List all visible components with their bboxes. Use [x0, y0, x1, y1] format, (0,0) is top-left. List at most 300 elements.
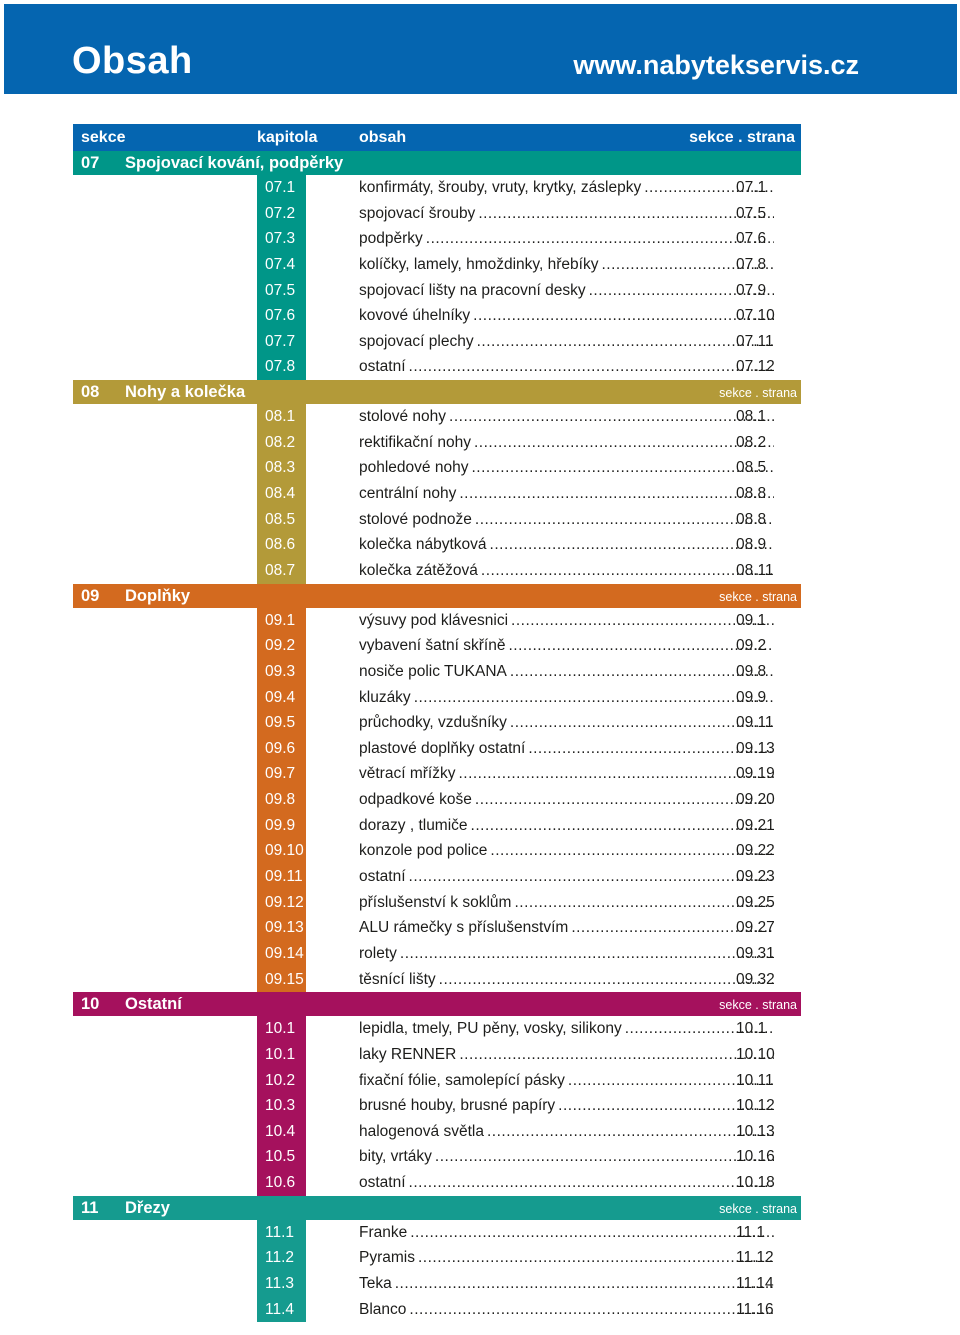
entry-label: průchodky, vzdušníky: [359, 714, 507, 732]
dot-leader: [474, 434, 774, 454]
toc-entry: [359, 1148, 776, 1168]
toc-entry: [359, 919, 776, 939]
section-title: Dřezy: [125, 1198, 170, 1217]
toc-entry: [359, 358, 776, 378]
entry-label: větrací mřížky: [359, 765, 456, 783]
chapter-code-cell: [257, 430, 306, 456]
toc-row[interactable]: [73, 303, 801, 329]
dot-leader: [475, 511, 774, 531]
entry-label: dorazy , tlumiče: [359, 816, 468, 834]
section-header-07[interactable]: [73, 151, 801, 175]
toc-row[interactable]: [73, 329, 801, 355]
section-header-10[interactable]: [73, 992, 801, 1016]
dot-leader: [414, 689, 774, 709]
dot-leader: [449, 408, 774, 428]
column-header-sekce: sekce: [81, 129, 126, 146]
chapter-code-cell: [257, 404, 306, 430]
section-number: 10: [81, 995, 100, 1014]
toc-entry: [359, 511, 776, 531]
chapter-code: 08.7: [265, 561, 296, 579]
section-number: 08: [81, 383, 100, 402]
chapter-code-cell: [257, 1068, 306, 1094]
toc-row[interactable]: [73, 430, 801, 456]
toc-entry: [359, 945, 776, 965]
chapter-code-cell: [257, 558, 306, 584]
toc-entry: [359, 256, 776, 276]
chapter-code-cell: [257, 813, 306, 839]
toc-row[interactable]: [73, 967, 801, 993]
chapter-code-cell: [257, 787, 306, 813]
toc-row[interactable]: [73, 1016, 801, 1042]
toc-row[interactable]: [73, 659, 801, 685]
toc-row[interactable]: [73, 532, 801, 558]
page-reference[interactable]: 09.11: [736, 714, 774, 732]
chapter-code: 07.2: [265, 204, 296, 222]
toc-row[interactable]: [73, 1297, 801, 1323]
entry-label: spojovací šrouby: [359, 204, 476, 222]
page-reference[interactable]: 10.11: [736, 1071, 774, 1089]
page-reference[interactable]: 08.11: [736, 561, 774, 579]
chapter-code-cell: [257, 659, 306, 685]
chapter-code: 07.7: [265, 332, 296, 350]
chapter-code-cell: [257, 175, 306, 201]
chapter-code-cell: [257, 915, 306, 941]
entry-label: příslušenství k soklům: [359, 893, 512, 911]
chapter-code-cell: [257, 252, 306, 278]
chapter-code-cell: [257, 329, 306, 355]
section-title: Nohy a kolečka: [125, 383, 246, 402]
chapter-code: 11.3: [265, 1274, 295, 1292]
page-reference[interactable]: 09.32: [736, 970, 775, 988]
entry-label: rektifikační nohy: [359, 433, 471, 451]
dot-leader: [459, 485, 774, 505]
dot-leader: [510, 663, 774, 683]
chapter-code: 09.4: [265, 688, 296, 706]
entry-label: stolové podnože: [359, 510, 472, 528]
chapter-code-cell: [257, 226, 306, 252]
chapter-code-cell: [257, 710, 306, 736]
chapter-code: 09.2: [265, 637, 296, 655]
chapter-code-cell: [257, 1016, 306, 1042]
table-of-contents: [73, 124, 801, 1322]
toc-row[interactable]: [73, 252, 801, 278]
chapter-code-cell: [257, 507, 306, 533]
toc-entry: [359, 1275, 776, 1295]
chapter-code: 09.5: [265, 714, 296, 732]
chapter-code-cell: [257, 278, 306, 304]
dot-leader: [471, 459, 774, 479]
page-reference[interactable]: 11.12: [736, 1249, 774, 1267]
page-reference[interactable]: 09.9: [736, 688, 767, 706]
entry-label: kolečka zátěžová: [359, 561, 478, 579]
dot-leader: [473, 307, 774, 327]
chapter-code: 10.1: [265, 1045, 296, 1063]
toc-row[interactable]: [73, 813, 801, 839]
toc-entry: [359, 179, 776, 199]
entry-label: spojovací lišty na pracovní desky: [359, 281, 586, 299]
entry-label: vybavení šatní skříně: [359, 637, 506, 655]
chapter-code-cell: [257, 685, 306, 711]
entry-label: kolíčky, lamely, hmoždinky, hřebíky: [359, 255, 599, 273]
toc-entry: [359, 459, 776, 479]
toc-entry: [359, 562, 776, 582]
section-title: Doplňky: [125, 586, 191, 605]
toc-entry: [359, 612, 776, 632]
section-strana-label: sekce . strana: [719, 998, 797, 1013]
chapter-code: 08.4: [265, 485, 296, 503]
page-reference[interactable]: 09.8: [736, 662, 767, 680]
page-reference[interactable]: 07.8: [736, 255, 767, 273]
toc-row[interactable]: [73, 201, 801, 227]
entry-label: rolety: [359, 944, 397, 962]
toc-row[interactable]: [73, 941, 801, 967]
chapter-code: 09.8: [265, 791, 296, 809]
dot-leader: [481, 562, 774, 582]
page-reference[interactable]: 08.8: [736, 510, 767, 528]
dot-leader: [475, 791, 774, 811]
dot-leader: [477, 333, 774, 353]
toc-entry: [359, 408, 776, 428]
toc-entry: [359, 765, 776, 785]
dot-leader: [409, 868, 774, 888]
entry-label: ostatní: [359, 868, 406, 886]
chapter-code: 09.14: [265, 944, 304, 962]
dot-leader: [400, 945, 774, 965]
page-reference[interactable]: 07.11: [736, 332, 774, 350]
page-reference[interactable]: 09.31: [736, 944, 775, 962]
chapter-code: 07.6: [265, 307, 296, 325]
toc-row[interactable]: [73, 890, 801, 916]
page-reference[interactable]: 09.19: [736, 765, 775, 783]
entry-label: Franke: [359, 1223, 408, 1241]
page-reference[interactable]: 09.27: [736, 919, 775, 937]
toc-row[interactable]: [73, 404, 801, 430]
dot-leader: [409, 1174, 774, 1194]
chapter-code-cell: [257, 941, 306, 967]
chapter-code: 10.1: [265, 1020, 296, 1038]
toc-entry: [359, 536, 776, 556]
chapter-code: 07.5: [265, 281, 296, 299]
chapter-code-cell: [257, 1245, 306, 1271]
toc-entry: [359, 485, 776, 505]
toc-row[interactable]: [73, 761, 801, 787]
toc-row[interactable]: [73, 736, 801, 762]
dot-leader: [418, 1249, 774, 1269]
page-reference[interactable]: 09.22: [736, 842, 775, 860]
chapter-code-cell: [257, 1297, 306, 1323]
entry-label: nosiče polic TUKANA: [359, 662, 507, 680]
page-reference[interactable]: 07.9: [736, 281, 767, 299]
page-reference[interactable]: 09.20: [736, 791, 775, 809]
page-reference[interactable]: 11.1: [736, 1223, 766, 1241]
toc-entry: [359, 740, 776, 760]
toc-row[interactable]: [73, 685, 801, 711]
entry-label: výsuvy pod klávesnici: [359, 611, 509, 629]
page-reference[interactable]: 10.16: [736, 1148, 775, 1166]
page-reference[interactable]: 07.12: [736, 358, 775, 376]
chapter-code: 10.3: [265, 1097, 296, 1115]
dot-leader: [410, 1224, 774, 1244]
toc-entry: [359, 307, 776, 327]
chapter-code-cell: [257, 838, 306, 864]
dot-leader: [409, 1301, 774, 1321]
entry-label: odpadkové koše: [359, 791, 472, 809]
page-reference[interactable]: 09.23: [736, 868, 775, 886]
dot-leader: [395, 1275, 774, 1295]
page-reference[interactable]: 08.9: [736, 536, 767, 554]
toc-entry: [359, 230, 776, 250]
toc-row[interactable]: [73, 278, 801, 304]
chapter-code-cell: [257, 1220, 306, 1246]
page-reference[interactable]: 09.13: [736, 739, 775, 757]
section-number: 09: [81, 586, 100, 605]
entry-label: těsnící lišty: [359, 970, 436, 988]
entry-label: konzole pod police: [359, 842, 488, 860]
chapter-code: 10.2: [265, 1071, 296, 1089]
chapter-code: 09.11: [265, 868, 303, 886]
page-reference[interactable]: 09.25: [736, 893, 775, 911]
dot-leader: [511, 612, 774, 632]
toc-row[interactable]: [73, 787, 801, 813]
toc-row[interactable]: [73, 481, 801, 507]
toc-row[interactable]: [73, 175, 801, 201]
chapter-code: 09.10: [265, 842, 304, 860]
entry-label: Pyramis: [359, 1249, 415, 1267]
chapter-code: 10.4: [265, 1122, 296, 1140]
toc-row[interactable]: [73, 838, 801, 864]
page-reference[interactable]: 10.18: [736, 1174, 775, 1192]
chapter-code: 07.4: [265, 255, 296, 273]
chapter-code-cell: [257, 201, 306, 227]
entry-label: bity, vrtáky: [359, 1148, 432, 1166]
section-title: Ostatní: [125, 995, 182, 1014]
toc-row[interactable]: [73, 226, 801, 252]
page-reference[interactable]: 08.5: [736, 459, 767, 477]
toc-row[interactable]: [73, 354, 801, 380]
chapter-code: 11.1: [265, 1223, 295, 1241]
column-header-kapitola: kapitola: [257, 129, 318, 146]
entry-label: stolové nohy: [359, 408, 447, 426]
chapter-code: 08.5: [265, 510, 296, 528]
chapter-code: 11.4: [265, 1300, 295, 1318]
dot-leader: [439, 971, 774, 991]
entry-label: fixační fólie, samolepící pásky: [359, 1071, 565, 1089]
toc-entry: [359, 205, 776, 225]
page-reference[interactable]: 11.16: [736, 1300, 774, 1318]
dot-leader: [508, 637, 774, 657]
section-number: 11: [81, 1198, 99, 1217]
toc-entry: [359, 714, 776, 734]
chapter-code: 10.6: [265, 1174, 296, 1192]
column-header-strana: sekce . strana: [689, 129, 795, 146]
section-header-09[interactable]: [73, 584, 801, 608]
page-reference[interactable]: 07.5: [736, 204, 767, 222]
toc-row[interactable]: [73, 1093, 801, 1119]
dot-leader: [510, 714, 774, 734]
page-reference[interactable]: 10.13: [736, 1122, 775, 1140]
chapter-code: 09.3: [265, 662, 296, 680]
toc-row[interactable]: [73, 1170, 801, 1196]
toc-entry: [359, 1123, 776, 1143]
page-reference[interactable]: 07.10: [736, 307, 775, 325]
section-header-08[interactable]: [73, 380, 801, 404]
entry-label: laky RENNER: [359, 1045, 457, 1063]
toc-entry: [359, 434, 776, 454]
page-header: [4, 4, 957, 94]
page-reference[interactable]: 10.10: [736, 1045, 775, 1063]
section-number: 07: [81, 154, 100, 172]
page-reference[interactable]: 09.21: [736, 816, 775, 834]
toc-row[interactable]: [73, 1042, 801, 1068]
dot-leader: [409, 358, 774, 378]
entry-label: kovové úhelníky: [359, 307, 471, 325]
entry-label: ALU rámečky s příslušenstvím: [359, 919, 569, 937]
toc-row[interactable]: [73, 455, 801, 481]
chapter-code-cell: [257, 303, 306, 329]
entry-label: brusné houby, brusné papíry: [359, 1097, 556, 1115]
chapter-code: 08.3: [265, 459, 296, 477]
entry-label: ostatní: [359, 1174, 406, 1192]
toc-entry: [359, 817, 776, 837]
chapter-code: 09.9: [265, 816, 296, 834]
chapter-code-cell: [257, 761, 306, 787]
section-header-11[interactable]: [73, 1196, 801, 1220]
entry-label: plastové doplňky ostatní: [359, 739, 526, 757]
toc-entry: [359, 1224, 776, 1244]
chapter-code: 09.6: [265, 739, 296, 757]
entry-label: kluzáky: [359, 688, 411, 706]
chapter-code: 07.1: [265, 179, 296, 196]
toc-entry: [359, 1020, 776, 1040]
toc-row[interactable]: [73, 1245, 801, 1271]
toc-entry: [359, 663, 776, 683]
chapter-code-cell: [257, 967, 306, 993]
page-reference[interactable]: 09.1: [736, 611, 767, 629]
section-strana-label: sekce . strana: [719, 386, 797, 401]
page-reference[interactable]: 10.12: [736, 1097, 775, 1115]
sections-list: [73, 151, 801, 1322]
entry-label: konfirmáty, šrouby, vruty, krytky, záslepky: [359, 179, 642, 196]
toc-entry: [359, 868, 776, 888]
toc-row[interactable]: [73, 507, 801, 533]
dot-leader: [471, 817, 774, 837]
toc-entry: [359, 1097, 776, 1117]
toc-row[interactable]: [73, 1144, 801, 1170]
dot-leader: [490, 842, 774, 862]
entry-label: Teka: [359, 1274, 392, 1292]
entry-label: lepidla, tmely, PU pěny, vosky, silikony: [359, 1020, 622, 1038]
chapter-code-cell: [257, 633, 306, 659]
toc-entry: [359, 1174, 776, 1194]
toc-entry: [359, 282, 776, 302]
chapter-code-cell: [257, 890, 306, 916]
toc-row[interactable]: [73, 1119, 801, 1145]
chapter-code-cell: [257, 354, 306, 380]
toc-row[interactable]: [73, 864, 801, 890]
toc-entry: [359, 971, 776, 991]
entry-label: centrální nohy: [359, 485, 457, 503]
chapter-code-cell: [257, 532, 306, 558]
chapter-code: 08.2: [265, 433, 296, 451]
toc-entry: [359, 1072, 776, 1092]
page-reference[interactable]: 07.6: [736, 230, 767, 248]
toc-row[interactable]: [73, 915, 801, 941]
entry-label: halogenová světla: [359, 1122, 484, 1140]
dot-leader: [458, 765, 774, 785]
chapter-code: 08.6: [265, 536, 296, 554]
toc-entry: [359, 1301, 776, 1321]
chapter-code: 09.15: [265, 970, 304, 988]
chapter-code: 07.8: [265, 358, 296, 376]
toc-entry: [359, 791, 776, 811]
toc-row[interactable]: [73, 1220, 801, 1246]
section-title: Spojovací kování, podpěrky: [125, 154, 344, 172]
dot-leader: [459, 1046, 774, 1066]
toc-entry: [359, 1046, 776, 1066]
entry-label: ostatní: [359, 358, 406, 376]
chapter-code: 09.1: [265, 611, 296, 629]
entry-label: Blanco: [359, 1300, 407, 1318]
chapter-code-cell: [257, 1042, 306, 1068]
toc-row[interactable]: [73, 558, 801, 584]
section-strana-label: sekce . strana: [719, 589, 797, 604]
page-reference[interactable]: 11.14: [736, 1274, 774, 1292]
chapter-code: 11.2: [265, 1249, 295, 1267]
entry-label: podpěrky: [359, 230, 423, 248]
page-reference[interactable]: 09.2: [736, 637, 767, 655]
chapter-code: 09.13: [265, 919, 304, 937]
chapter-code-cell: [257, 864, 306, 890]
column-header-row: [73, 124, 801, 151]
section-strana-label: sekce . strana: [719, 1201, 797, 1216]
chapter-code-cell: [257, 455, 306, 481]
chapter-code-cell: [257, 608, 306, 634]
entry-label: kolečka nábytková: [359, 536, 487, 554]
page-reference[interactable]: 08.2: [736, 433, 767, 451]
page-reference[interactable]: 07.1: [736, 179, 767, 196]
entry-label: spojovací plechy: [359, 332, 474, 350]
page-reference[interactable]: 08.1: [736, 408, 767, 426]
chapter-code-cell: [257, 481, 306, 507]
toc-entry: [359, 894, 776, 914]
dot-leader: [490, 536, 774, 556]
dot-leader: [487, 1123, 774, 1143]
toc-row[interactable]: [73, 1068, 801, 1094]
toc-entry: [359, 689, 776, 709]
chapter-code-cell: [257, 1271, 306, 1297]
dot-leader: [426, 230, 774, 250]
toc-row[interactable]: [73, 710, 801, 736]
page-reference[interactable]: 08.8: [736, 485, 767, 503]
chapter-code-cell: [257, 736, 306, 762]
chapter-code-cell: [257, 1093, 306, 1119]
toc-row[interactable]: [73, 608, 801, 634]
entry-label: pohledové nohy: [359, 459, 469, 477]
toc-entry: [359, 1249, 776, 1269]
page-reference[interactable]: 10.1: [736, 1020, 767, 1038]
chapter-code-cell: [257, 1170, 306, 1196]
column-header-obsah: obsah: [359, 129, 407, 146]
toc-entry: [359, 637, 776, 657]
toc-row[interactable]: [73, 1271, 801, 1297]
chapter-code: 09.12: [265, 893, 304, 911]
chapter-code: 08.1: [265, 408, 296, 426]
chapter-code: 10.5: [265, 1148, 296, 1166]
toc-entry: [359, 842, 776, 862]
toc-row[interactable]: [73, 633, 801, 659]
website-url[interactable]: www.nabytekservis.cz: [573, 50, 859, 80]
dot-leader: [478, 205, 774, 225]
